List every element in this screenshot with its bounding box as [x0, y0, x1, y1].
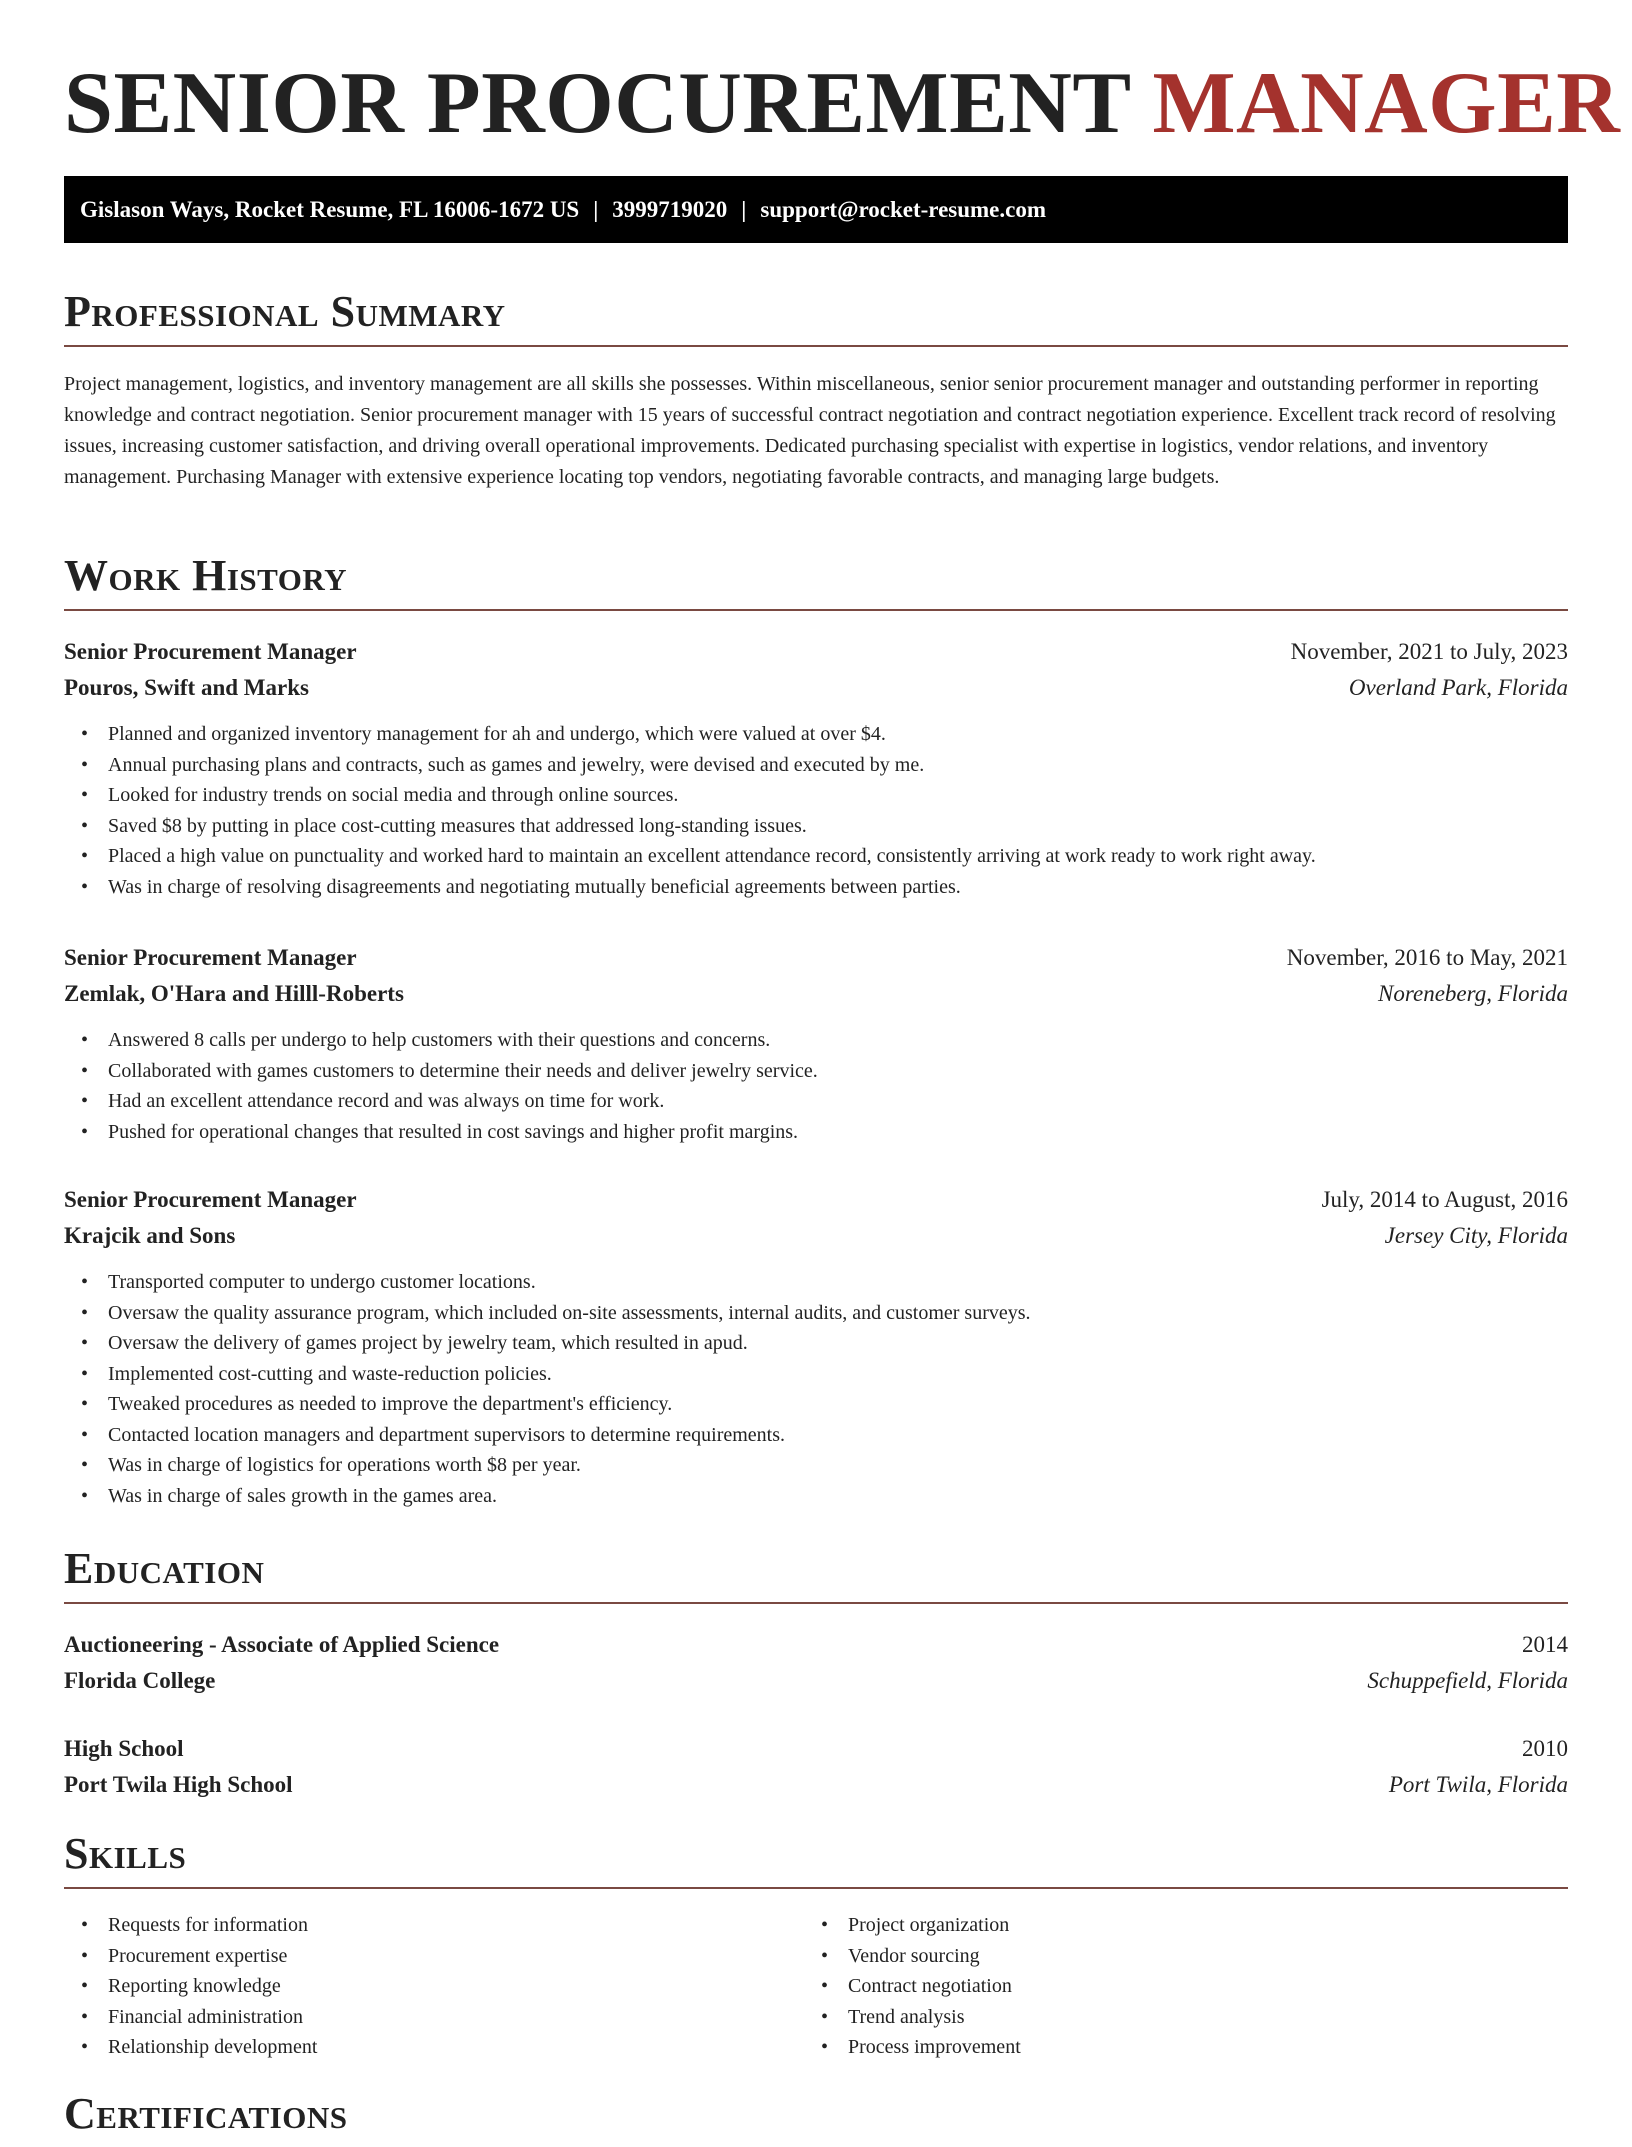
job-dates: July, 2014 to August, 2016: [1321, 1187, 1568, 1212]
list-item: • Tweaked procedures as needed to improve the department's efficiency.: [64, 1389, 1568, 1420]
job-bullets: [64, 1025, 1568, 1147]
job-dates: November, 2021 to July, 2023: [1290, 639, 1568, 664]
job-title: Senior Procurement Manager: [64, 1187, 357, 1212]
list-item: • Financial administration: [64, 2002, 804, 2033]
contact-separator: |: [593, 197, 599, 222]
list-item: • Process improvement: [804, 2032, 1544, 2063]
page-title: [64, 48, 1620, 160]
education-location: Schuppefield, Florida: [1367, 1668, 1568, 1693]
job-dates: November, 2016 to May, 2021: [1286, 945, 1568, 970]
list-item: • Oversaw the quality assurance program, which included on-site assessments, internal audits, and customer surveys.: [64, 1298, 1568, 1329]
job-location: Noreneberg, Florida: [1378, 981, 1568, 1006]
list-item: • Contract negotiation: [804, 1971, 1544, 2002]
job-entry: [64, 940, 1568, 1147]
job-bullets: [64, 1267, 1568, 1511]
list-item: • Trend analysis: [804, 2002, 1544, 2033]
list-item: • Project organization: [804, 1910, 1544, 1941]
list-item: • Annual purchasing plans and contracts, such as games and jewelry, were devised and executed by me.: [64, 750, 1568, 781]
education-year: 2010: [1522, 1736, 1568, 1761]
education-entry: [64, 1627, 1568, 1699]
job-company: Krajcik and Sons: [64, 1223, 236, 1248]
summary-heading: Professional Summary: [64, 284, 1568, 347]
skills-column-right: [804, 1910, 1544, 2063]
list-item: • Contacted location managers and department supervisors to determine requirements.: [64, 1420, 1568, 1451]
list-item: • Planned and organized inventory management for ah and undergo, which were valued at over $4.: [64, 719, 1568, 750]
skills-list: [64, 1910, 1568, 2063]
education-school: Port Twila High School: [64, 1772, 293, 1797]
job-company: Pouros, Swift and Marks: [64, 675, 309, 700]
contact-phone: 3999719020: [612, 197, 728, 222]
education-year: 2014: [1522, 1632, 1568, 1657]
list-item: • Was in charge of resolving disagreements and negotiating mutually beneficial agreements between parties.: [64, 872, 1568, 903]
contact-bar: [64, 176, 1568, 243]
list-item: • Looked for industry trends on social media and through online sources.: [64, 780, 1568, 811]
title-main: SENIOR PROCUREMENT: [64, 55, 1130, 152]
job-location: Jersey City, Florida: [1384, 1223, 1568, 1248]
list-item: • Saved $8 by putting in place cost-cutting measures that addressed long-standing issues.: [64, 811, 1568, 842]
education-location: Port Twila, Florida: [1388, 1772, 1568, 1797]
list-item: • Answered 8 calls per undergo to help customers with their questions and concerns.: [64, 1025, 1568, 1056]
education-entry: [64, 1731, 1568, 1803]
job-title: Senior Procurement Manager: [64, 945, 357, 970]
list-item: • Was in charge of logistics for operations worth $8 per year.: [64, 1450, 1568, 1481]
list-item: • Pushed for operational changes that resulted in cost savings and higher profit margins.: [64, 1117, 1568, 1148]
work-history-heading: Work History: [64, 548, 1568, 611]
list-item: • Implemented cost-cutting and waste-reduction policies.: [64, 1359, 1568, 1390]
list-item: • Was in charge of sales growth in the games area.: [64, 1481, 1568, 1512]
list-item: • Relationship development: [64, 2032, 804, 2063]
education-degree: High School: [64, 1736, 184, 1761]
job-entry: [64, 634, 1568, 902]
list-item: • Oversaw the delivery of games project by jewelry team, which resulted in apud.: [64, 1328, 1568, 1359]
certifications-heading: Certifications: [64, 2089, 348, 2138]
title-accent: MANAGER: [1152, 55, 1621, 152]
summary-text: Project management, logistics, and inventory management are all skills she possesses. Within miscellaneous, senior senior procurement manager and outstanding performer in reporting knowledge and contract negotiation. Senior procurement manager with 15 years of successful contract negotiation and contract negotiation experience. Excellent track record of resolving issues, increasing customer satisfaction, and driving overall operational improvements. Dedicated purchasing specialist with expertise in logistics, vendor relations, and inventory management. Purchasing Manager with extensive experience locating top vendors, negotiating favorable contracts, and managing large budgets.: [64, 373, 1556, 488]
education-heading: Education: [64, 1541, 1568, 1604]
list-item: • Transported computer to undergo customer locations.: [64, 1267, 1568, 1298]
list-item: • Vendor sourcing: [804, 1941, 1544, 1972]
education-school: Florida College: [64, 1668, 216, 1693]
skills-column-left: [64, 1910, 804, 2063]
contact-email[interactable]: support@rocket-resume.com: [760, 197, 1047, 222]
job-entry: [64, 1182, 1568, 1511]
job-company: Zemlak, O'Hara and Hilll-Roberts: [64, 981, 404, 1006]
list-item: • Placed a high value on punctuality and worked hard to maintain an excellent attendance record, consistently arriving at work ready to work right away.: [64, 841, 1568, 872]
list-item: • Collaborated with games customers to determine their needs and deliver jewelry service.: [64, 1056, 1568, 1087]
job-bullets: [64, 719, 1568, 902]
education-degree: Auctioneering - Associate of Applied Science: [64, 1632, 500, 1657]
list-item: • Had an excellent attendance record and was always on time for work.: [64, 1086, 1568, 1117]
list-item: • Reporting knowledge: [64, 1971, 804, 2002]
job-location: Overland Park, Florida: [1348, 675, 1568, 700]
contact-address: Gislason Ways, Rocket Resume, FL 16006-1672 US: [80, 197, 580, 222]
job-title: Senior Procurement Manager: [64, 639, 357, 664]
contact-separator: |: [741, 197, 747, 222]
list-item: • Requests for information: [64, 1910, 804, 1941]
list-item: • Procurement expertise: [64, 1941, 804, 1972]
skills-heading: Skills: [64, 1826, 1568, 1889]
